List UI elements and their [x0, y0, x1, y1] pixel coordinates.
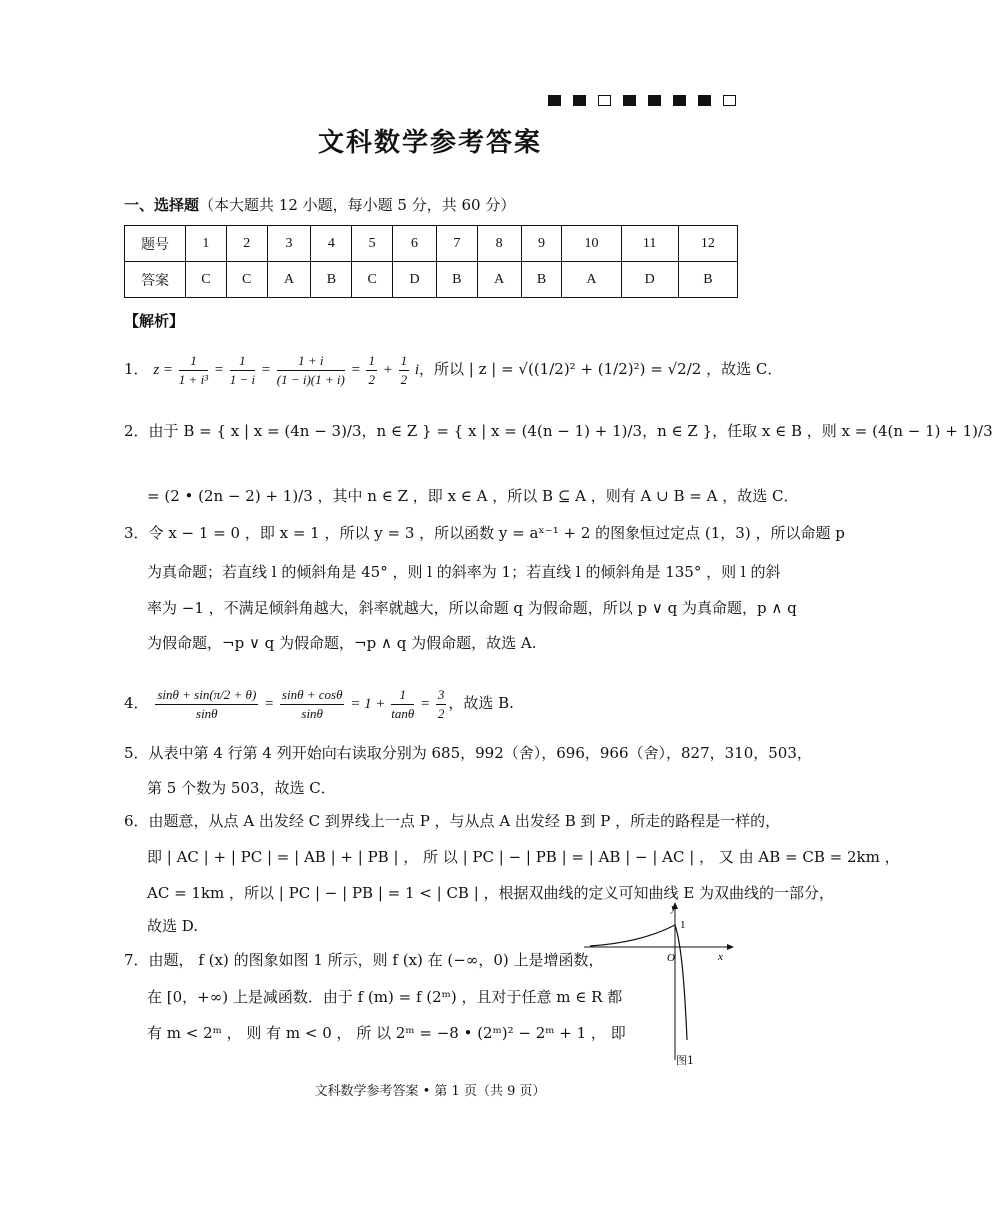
table-cell: 4: [311, 226, 352, 262]
q6-number: 6．: [124, 812, 149, 830]
q3-line3: 率为 −1 ，不满足倾斜角越大，斜率就越大，所以命题 q 为假命题，所以 p ∨ q 为真命题，p ∧ q: [147, 599, 797, 617]
q5-line1: [124, 742, 812, 764]
q3-number: 3．: [124, 524, 149, 542]
table-cell: 5: [352, 226, 393, 262]
q2-line2: = (2 • (2n − 2) + 1)/3 ，其中 n ∈ Z ，即 x ∈ A ，所以 B ⊆ A ，则有 A ∪ B = A ，故选 C．: [147, 487, 799, 505]
q3-line2: 为真命题；若直线 l 的倾斜角是 45° ，则 l 的斜率为 1；若直线 l 的倾斜角是 135° ，则 l 的斜: [147, 563, 781, 581]
table-cell: 8: [477, 226, 521, 262]
mark-empty: [723, 95, 736, 106]
q6-line4: 故选 D.: [147, 917, 199, 935]
row-label: 题号: [125, 226, 186, 262]
table-cell: 1: [186, 226, 227, 262]
table-cell: B: [436, 262, 477, 298]
section-heading-rest: （本大题共 12 小题，每小题 5 分，共 60 分）: [199, 196, 516, 214]
table-cell: 7: [436, 226, 477, 262]
q1-formula: z = $\frac{1}{\text{1 + i³}}$ = $\frac{1}{1 - i}$ = $\frac{1 + i}{(1 - i)(1 + i)}$ = $\frac{1}{2}$ + $\frac{1}{2}$ i: [153, 353, 419, 387]
q3-line1: [124, 522, 845, 544]
curve-right: [675, 925, 687, 1040]
one-label: 1: [680, 919, 686, 931]
page-footer: 文科数学参考答案 • 第 1 页（共 9 页）: [314, 1084, 546, 1099]
page-title: 文科数学参考答案: [317, 128, 542, 158]
curve-left: [590, 925, 675, 946]
origin-label: O: [667, 952, 675, 964]
figure-1-graph: [580, 900, 740, 1070]
table-cell: 9: [521, 226, 562, 262]
q6-text1: 由题意，从点 A 出发经 C 到界线上一点 P ，与从点 A 出发经 B 到 P ，所走的路程是一样的，: [148, 812, 781, 830]
mark-filled: [648, 95, 661, 106]
row-label: 答案: [125, 262, 186, 298]
mark-filled: [698, 95, 711, 106]
table-cell: D: [393, 262, 437, 298]
table-cell: 2: [226, 226, 267, 262]
table-cell: C: [226, 262, 267, 298]
q2-line1: [124, 420, 993, 442]
table-cell: 3: [267, 226, 311, 262]
answer-table: [124, 225, 738, 298]
q6-line3: AC = 1km ，所以 | PC | − | PB | = 1 < | CB | ，根据双曲线的定义可知曲线 E 为双曲线的一部分，: [147, 884, 835, 902]
q4-tail: ，故选 B.: [448, 693, 514, 712]
mark-filled: [673, 95, 686, 106]
q4-number: 4．: [124, 693, 149, 712]
q3-line4: 为假命题，¬p ∨ q 为假命题，¬p ∧ q 为假命题，故选 A.: [147, 634, 537, 652]
q6-line1: [124, 810, 781, 832]
q7-line1: [124, 949, 604, 971]
q4-formula: $\frac{\sin\theta + \sin(\pi/2 + \theta)}{\sin\theta}$ = $\frac{\sin\theta + \cos\theta}{\sin\theta}$ = 1 + $\frac{1}{\tan\theta}$ = $\frac{3}{2}$: [157, 687, 445, 721]
q3-text1: 令 x − 1 = 0 ，即 x = 1 ，所以 y = 3 ，所以函数 y = aˣ⁻¹ + 2 的图象恒过定点 (1，3) ，所以命题 p: [148, 524, 845, 542]
q1-number: 1．: [124, 359, 149, 378]
table-cell: A: [267, 262, 311, 298]
q4-line: [124, 686, 744, 723]
figure-caption: 图1: [676, 1054, 694, 1067]
mark-filled: [573, 95, 586, 106]
table-cell: B: [521, 262, 562, 298]
q7-text1: 由题， f (x) 的图象如图 1 所示，则 f (x) 在 (−∞，0) 上是增函数，: [148, 951, 604, 969]
q7-line2: 在 [0，+∞) 上是减函数．由于 f (m) = f (2ᵐ) ，且对于任意 m ∈ R 都: [147, 988, 623, 1006]
table-cell: C: [352, 262, 393, 298]
q5-text1: 从表中第 4 行第 4 列开始向右读取分别为 685，992（舍），696，966（舍），827，310，503，: [148, 744, 812, 762]
q5-line2: 第 5 个数为 503，故选 C．: [147, 779, 336, 797]
mark-empty: [598, 95, 611, 106]
mark-filled: [548, 95, 561, 106]
x-label: x: [718, 951, 723, 963]
q1-line: [124, 352, 783, 389]
table-cell: 6: [393, 226, 437, 262]
section-heading: [124, 194, 515, 215]
table-cell: A: [477, 262, 521, 298]
table-cell: C: [186, 262, 227, 298]
y-label: y: [671, 902, 676, 914]
table-cell: 10: [562, 226, 621, 262]
table-cell: A: [562, 262, 621, 298]
x-axis-arrow: [727, 944, 734, 950]
q6-line2: 即 | AC | + | PC | = | AB | + | PB | ， 所 以 | PC | − | PB | = | AB | − | AC | ， 又 由 AB = CB = 2km ，: [147, 848, 900, 866]
section-heading-bold: 一、选择题: [124, 196, 200, 214]
table-cell: 12: [678, 226, 737, 262]
q7-number: 7．: [124, 951, 149, 969]
mark-filled: [623, 95, 636, 106]
table-cell: B: [311, 262, 352, 298]
table-row-numbers: [125, 226, 738, 262]
q2-number: 2．: [124, 422, 149, 440]
table-row-answers: [125, 262, 738, 298]
analysis-heading: 【解析】: [124, 312, 185, 330]
table-cell: D: [621, 262, 678, 298]
q2-text1: 由于 B = { x | x = (4n − 3)/3，n ∈ Z } = { x | x = (4(n − 1) + 1)/3，n ∈ Z }，任取 x ∈ B ，则 x = (4(n − 1) + 1)/3: [148, 422, 993, 440]
table-cell: 11: [621, 226, 678, 262]
table-cell: B: [678, 262, 737, 298]
q5-number: 5．: [124, 744, 149, 762]
q1-tail: ，所以 | z | = √((1/2)² + (1/2)²) = √2/2 ，故选 C．: [419, 359, 783, 378]
q7-line3: 有 m < 2ᵐ ， 则 有 m < 0 ， 所 以 2ᵐ = −8 • (2ᵐ)² − 2ᵐ + 1 ， 即: [147, 1024, 626, 1042]
